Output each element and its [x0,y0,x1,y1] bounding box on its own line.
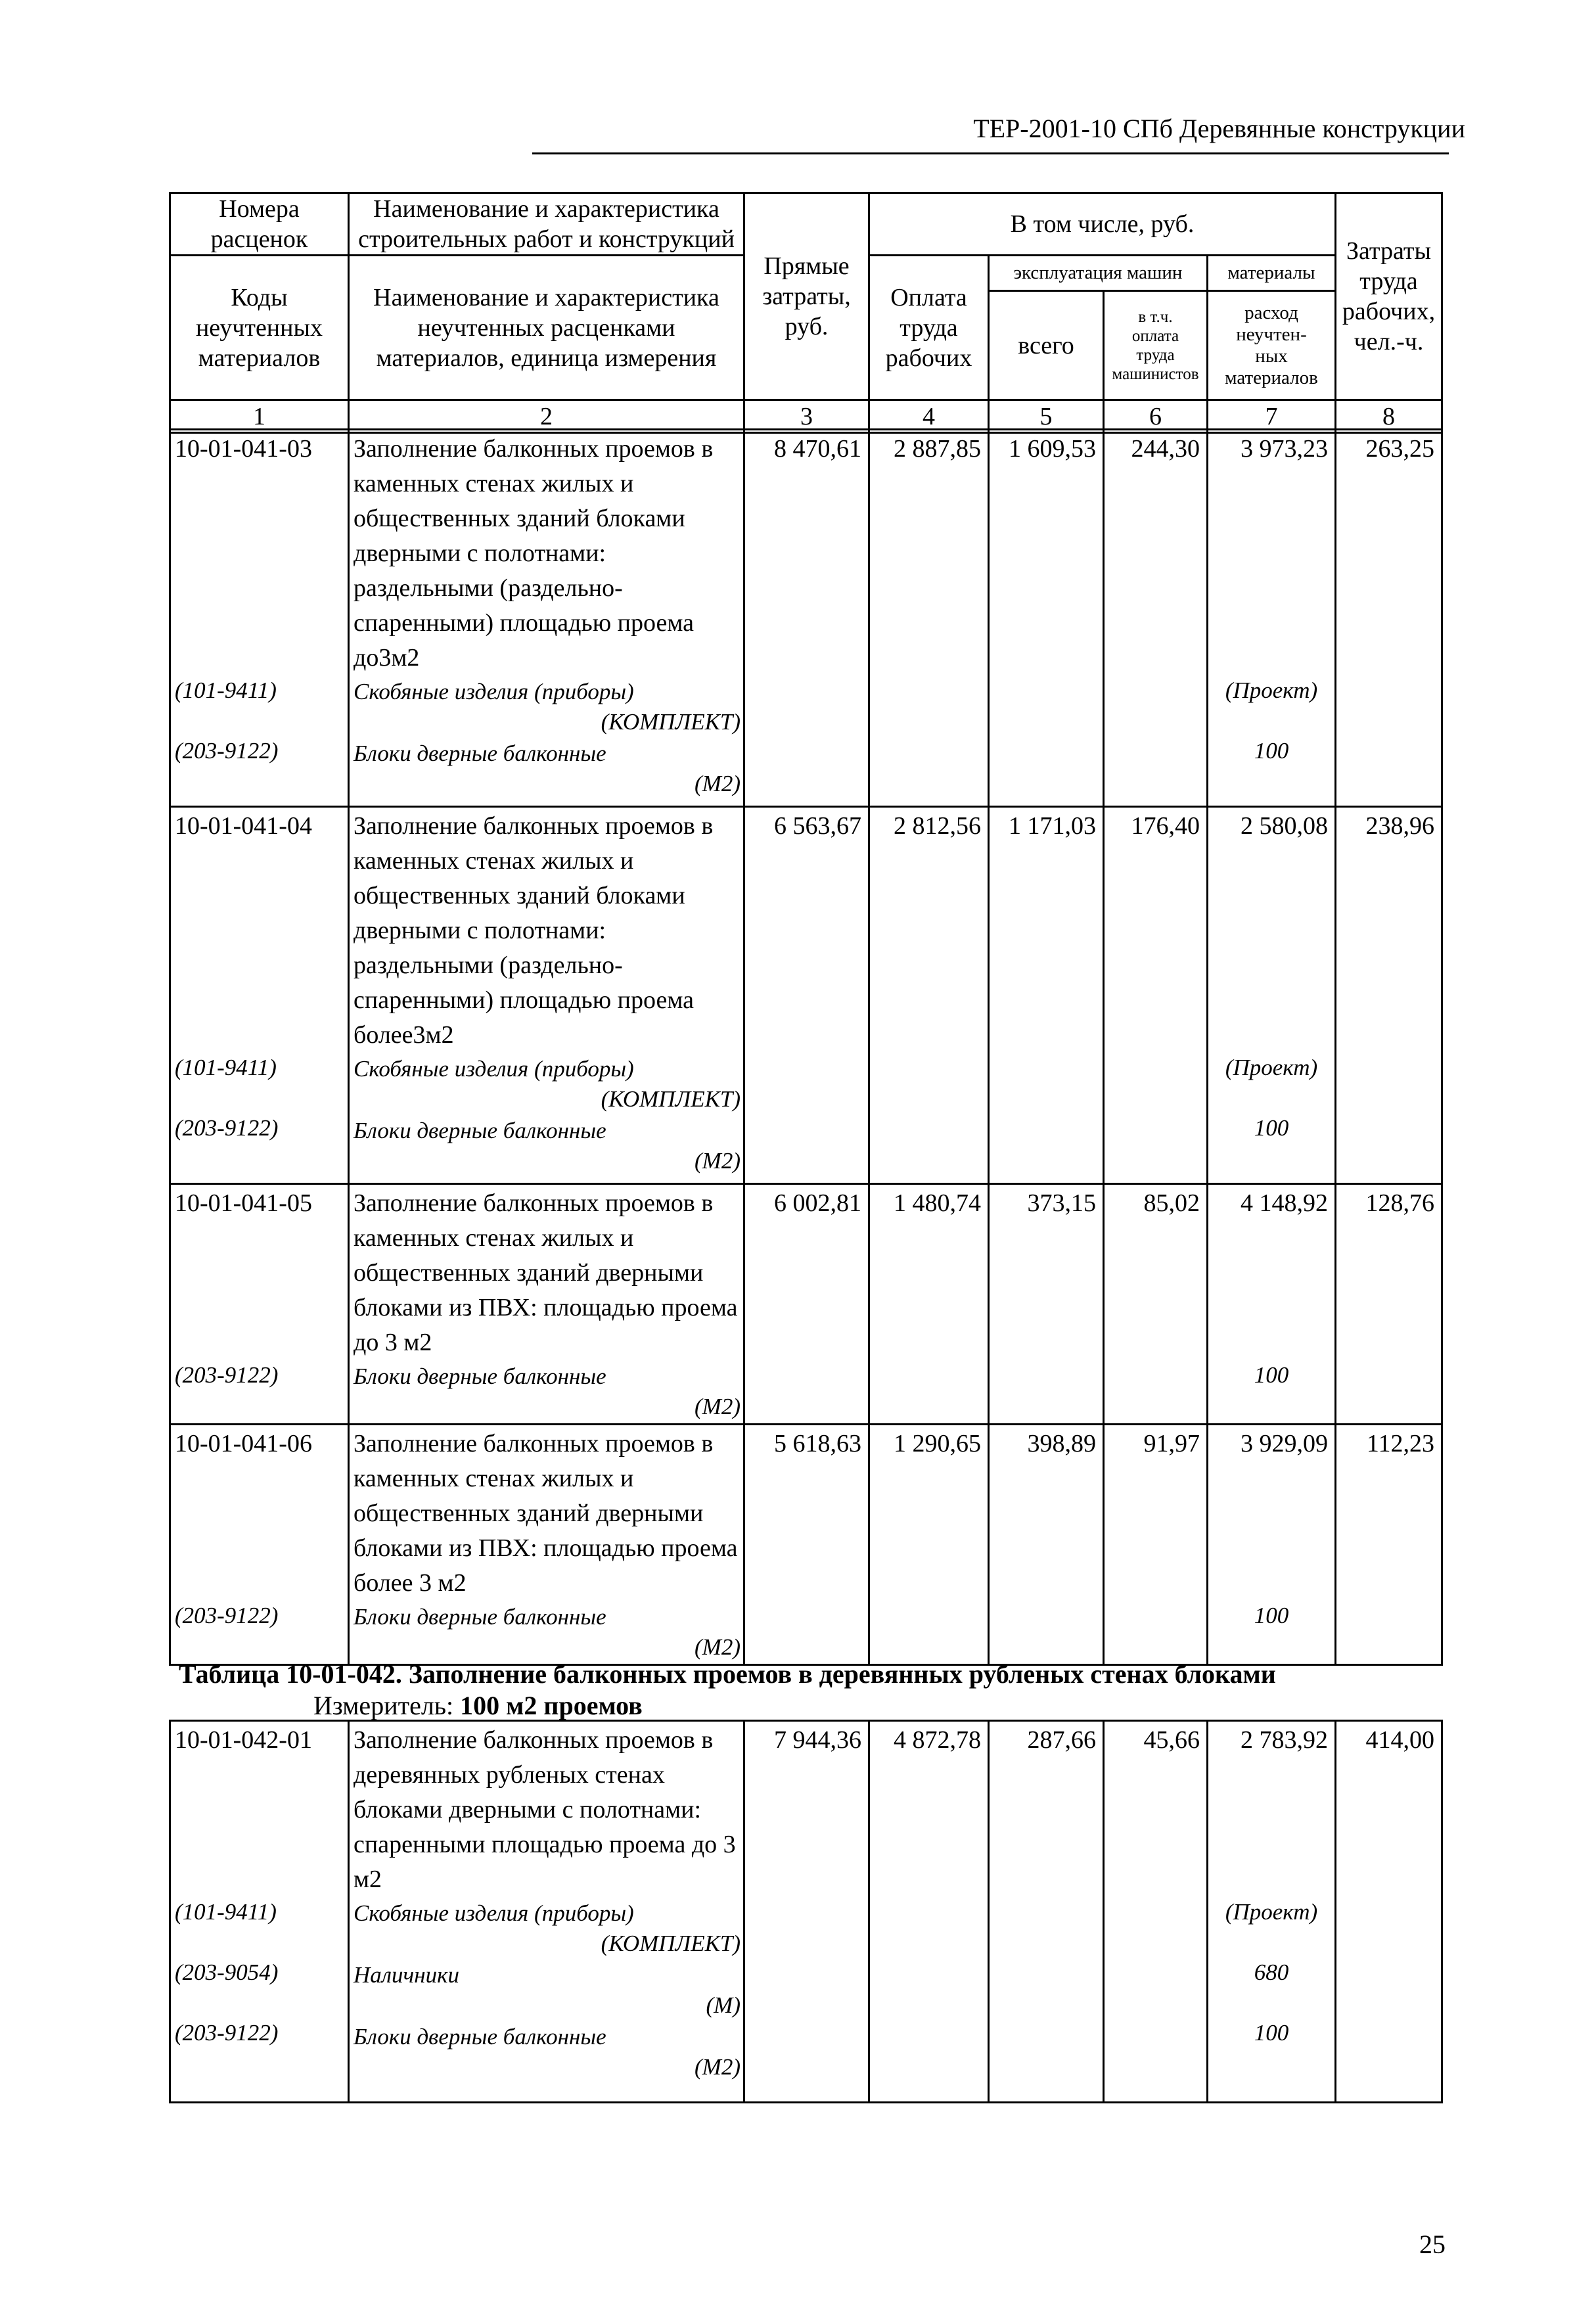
col8-header: Затраты труда рабочих, чел.-ч. [1336,193,1442,400]
labor-hours: 238,96 [1365,812,1434,840]
material-unit: (М) [706,1992,741,2018]
direct-cost: 8 470,61 [774,435,861,463]
machinists-cost: 45,66 [1143,1726,1200,1754]
machinists-cost: 244,30 [1131,435,1200,463]
material-unit: (М2) [695,771,741,796]
machines-cost: 287,66 [1027,1726,1096,1754]
machines-cost: 1 609,53 [1009,435,1096,463]
column-number: 6 [1104,400,1208,433]
materials-cost: 3 973,23 [1241,435,1328,463]
rate-description: Заполнение балконных проемов в деревянных рубленых стенах блоками дверными с полотнами: спаренными площадью проема до 3 м2 [353,1726,736,1893]
machinists-cost: 91,97 [1143,1430,1200,1457]
direct-cost: 7 944,36 [774,1726,861,1754]
labor-cost: 2 812,56 [894,812,981,840]
material-name: Наличники [353,1962,459,1988]
column-number: 5 [989,400,1104,433]
material-name: Блоки дверные балконные [353,741,606,766]
table-row [170,430,1442,807]
labor-hours: 128,76 [1365,1189,1434,1217]
machinists-cost: 176,40 [1131,812,1200,840]
rate-code: 10-01-041-03 [175,435,312,463]
material-unit: (КОМПЛЕКТ) [601,709,741,735]
document-title: ТЕР-2001-10 СПб Деревянные конструкции [973,114,1465,143]
machines-cost: 373,15 [1027,1189,1096,1217]
column-number: 2 [349,400,744,433]
table-row [170,1425,1442,1665]
machines-cost: 1 171,03 [1009,812,1096,840]
direct-cost: 5 618,63 [774,1430,861,1457]
material-qty: (Проект) [1225,1899,1318,1925]
material-qty: 680 [1254,1959,1289,1985]
material-name: Блоки дверные балконные [353,2024,606,2050]
material-code: (203-9122) [175,1603,279,1628]
rate-description: Заполнение балконных проемов в каменных стенах жилых и общественных зданий блоками дверными с полотнами: раздельными (раздельно-спаренными) площадью проема до3м2 [353,435,714,672]
machines-cost: 398,89 [1027,1430,1096,1457]
measure-line [313,1690,643,1722]
machines-header: эксплуатация машин [989,256,1208,291]
labor-hours: 414,00 [1365,1726,1434,1754]
direct-cost: 6 563,67 [774,812,861,840]
material-name: Блоки дверные балконные [353,1118,606,1143]
rates-table [169,428,1443,1666]
materials-cost: 2 783,92 [1241,1726,1328,1754]
rate-description: Заполнение балконных проемов в каменных стенах жилых и общественных зданий блоками дверными с полотнами: раздельными (раздельно-спаренными) площадью проема более3м2 [353,812,714,1049]
rate-description: Заполнение балконных проемов в каменных стенах жилых и общественных зданий дверными блоками из ПВХ: площадью проема более 3 м2 [353,1430,738,1597]
rate-description: Заполнение балконных проемов в каменных стенах жилых и общественных зданий дверными блоками из ПВХ: площадью проема до 3 м2 [353,1189,738,1356]
material-unit: (КОМПЛЕКТ) [601,1086,741,1112]
table-row [170,807,1442,1184]
labor-cost: 1 290,65 [894,1430,981,1457]
labor-cost: 2 887,85 [894,435,981,463]
materials-cost: 3 929,09 [1241,1430,1328,1457]
group-header: В том числе, руб. [869,193,1336,256]
material-name: Блоки дверные балконные [353,1363,606,1389]
material-qty: 100 [1254,1115,1289,1141]
column-number: 3 [744,400,869,433]
material-qty: (Проект) [1225,1055,1318,1080]
material-unit: (М2) [695,1148,741,1174]
col2-top-header: Наименование и характеристика строительных работ и конструкций [349,193,744,256]
machinists-cost: 85,02 [1143,1189,1200,1217]
material-code: (203-9122) [175,1362,279,1388]
rate-code: 10-01-042-01 [175,1726,312,1754]
labor-hours: 263,25 [1365,435,1434,463]
header-rule [532,152,1449,154]
material-unit: (М2) [695,2054,741,2080]
col7-header: расход неучтен- ных материалов [1208,291,1336,400]
materials-cost: 2 580,08 [1241,812,1328,840]
direct-cost: 6 002,81 [774,1189,861,1217]
column-number: 7 [1208,400,1336,433]
column-number: 4 [869,400,989,433]
labor-cost: 4 872,78 [894,1726,981,1754]
page-number: 25 [1419,2230,1446,2259]
material-qty: 100 [1254,738,1289,764]
rates-table-2 [169,1720,1443,2103]
col1-top-header: Номера расценок [170,193,349,256]
table-row [170,1184,1442,1425]
labor-cost: 1 480,74 [894,1189,981,1217]
material-code: (203-9122) [175,2020,279,2046]
material-name: Блоки дверные балконные [353,1604,606,1630]
col5-header: всего [989,291,1104,400]
column-header-table [169,192,1443,434]
col3-header: Прямые затраты, руб. [744,193,869,400]
material-name: Скобяные изделия (приборы) [353,1900,634,1926]
col2-bottom-header: Наименование и характеристика неучтенных расценками материалов, единица измерения [349,256,744,400]
material-qty: 100 [1254,1603,1289,1628]
table-caption: Таблица 10-01-042. Заполнение балконных проемов в деревянных рубленых стенах блоками [179,1659,1276,1689]
material-name: Скобяные изделия (приборы) [353,679,634,704]
column-number: 1 [170,400,349,433]
col6-header: в т.ч. оплата труда машинистов [1104,291,1208,400]
material-code: (101-9411) [175,1899,277,1925]
material-code: (203-9122) [175,1115,279,1141]
column-number: 8 [1336,400,1442,433]
material-code: (203-9054) [175,1959,279,1985]
measure-value: 100 м2 проемов [460,1691,643,1720]
rate-code: 10-01-041-04 [175,812,312,840]
measure-label: Измеритель: [313,1691,454,1720]
material-name: Скобяные изделия (приборы) [353,1056,634,1082]
materials-cost: 4 148,92 [1241,1189,1328,1217]
material-code: (203-9122) [175,738,279,764]
table-row [170,1721,1442,2103]
rate-code: 10-01-041-05 [175,1189,312,1217]
col1-bottom-header: Коды неучтенных материалов [170,256,349,400]
material-code: (101-9411) [175,1055,277,1080]
material-unit: (М2) [695,1394,741,1419]
material-unit: (КОМПЛЕКТ) [601,1931,741,1956]
material-qty: 100 [1254,1362,1289,1388]
labor-hours: 112,23 [1366,1430,1434,1457]
col4-header: Оплата труда рабочих [869,256,989,400]
material-qty: (Проект) [1225,677,1318,703]
material-unit: (М2) [695,1634,741,1660]
material-code: (101-9411) [175,677,277,703]
materials-header: материалы [1208,256,1336,291]
material-qty: 100 [1254,2020,1289,2046]
rate-code: 10-01-041-06 [175,1430,312,1457]
